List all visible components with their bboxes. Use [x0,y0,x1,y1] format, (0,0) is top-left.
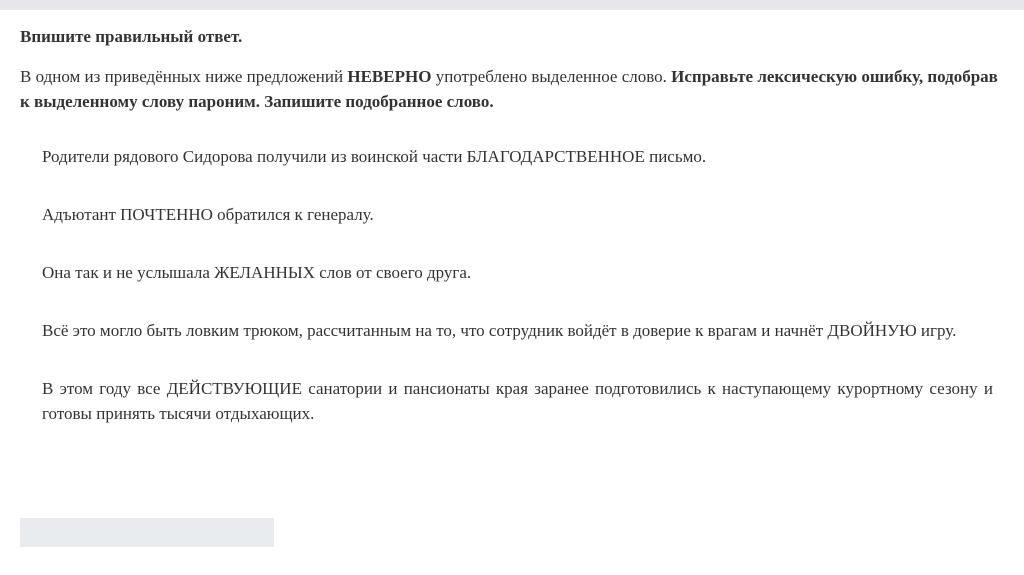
task-container [20,24,1002,459]
sentence-item: В этом году все ДЕЙСТВУЮЩИЕ санатории и пансионаты края заранее подготовились к наступающему курортному сезону и готовы принять тысячи отдыхающих. [42,379,993,423]
task-text-emphasis: НЕВЕРНО [347,67,432,86]
task-description [20,64,1002,114]
task-instruction-bold-2: к выделенному слову пароним. Запишите подобранное слово. [20,92,494,111]
sentence-item: Родители рядового Сидорова получили из воинской части БЛАГОДАРСТВЕННОЕ письмо. [42,147,707,166]
answer-input[interactable] [20,518,274,547]
sentence-item: Она так и не услышала ЖЕЛАННЫХ слов от своего друга. [42,263,472,282]
task-instruction-bold: Исправьте лексическую ошибку, подобрав [671,67,998,86]
top-bar [0,0,1024,10]
task-title: Впишите правильный ответ. [20,27,243,46]
sentence-item: Адъютант ПОЧТЕННО обратился к генералу. [42,205,374,224]
task-text-part1: В одном из приведённых ниже предложений [20,67,348,86]
sentence-item: Всё это могло быть ловким трюком, рассчитанным на то, что сотрудник войдёт в доверие к врагам и начнёт ДВОЙНУЮ игру. [42,321,957,340]
sentence-list [20,144,993,426]
task-text-part2: употреблено выделенное слово. [431,67,672,86]
